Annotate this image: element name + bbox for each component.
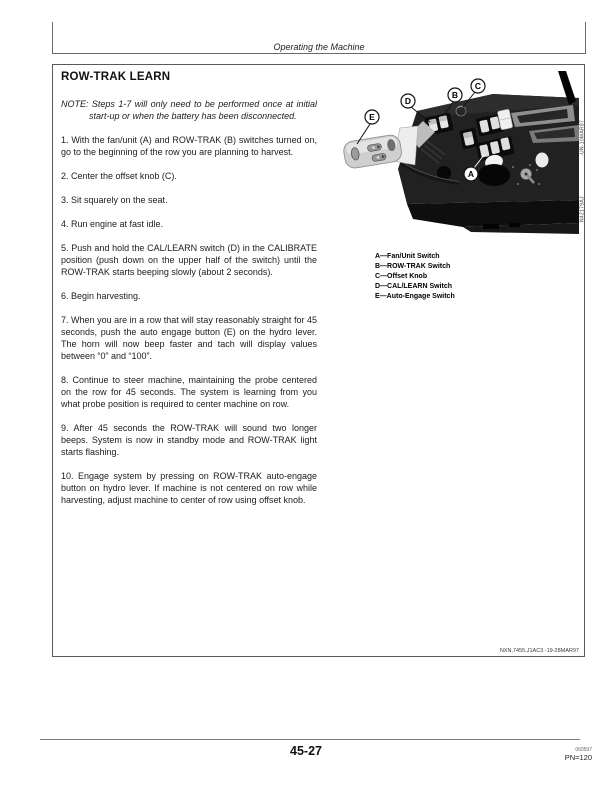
legend-item-a: A—Fan/Unit Switch <box>375 253 440 260</box>
photo-ref: -UN-10MAR97 <box>579 119 585 156</box>
step-2: 2. Center the offset knob (C). <box>61 171 177 181</box>
step-10: 10. Engage system by pressing on ROW-TRAK auto-engage button on hydro lever. If machine is not centered on row while harvesting, adjust machine to center of row using offset knob. <box>61 471 317 505</box>
svg-text:E: E <box>369 112 375 123</box>
legend-item-b: B—ROW-TRAK Switch <box>375 263 451 270</box>
section-title: ROW-TRAK LEARN <box>61 71 171 83</box>
step-9: 9. After 45 seconds the ROW-TRAK will sound two longer beeps. System is now in standby mode and ROW-TRAK light starts flashing. <box>61 423 317 457</box>
content-box <box>52 64 585 657</box>
step-8: 8. Continue to steer machine, maintaining the probe centered on the row for 45 seconds. The system is learning from you what probe position is required to center machine on row. <box>61 375 317 409</box>
legend-item-e: E—Auto-Engage Switch <box>375 293 455 300</box>
step-1: 1. With the fan/unit (A) and ROW-TRAK (B) switches turned on, go to the beginning of the row you are planning to harvest. <box>61 135 317 157</box>
doc-ref: NXN,7455,J1AC3 -19-28MAR97 <box>499 648 579 654</box>
svg-text:C: C <box>474 81 482 92</box>
step-3: 3. Sit squarely on the seat. <box>61 195 168 205</box>
step-6: 6. Begin harvesting. <box>61 291 141 301</box>
legend-item-c: C—Offset Knob <box>375 273 428 280</box>
legend-item-d: D—CAL/LEARN Switch <box>375 283 452 290</box>
callout-e <box>365 110 379 124</box>
callout-c <box>471 79 485 93</box>
header-title: Operating the Machine <box>273 42 365 52</box>
callout-a <box>464 167 478 181</box>
offset-knob <box>456 106 466 116</box>
step-5: 5. Push and hold the CAL/LEARN switch (D) in the CALIBRATE position (push down on the upper half of the switch) until the ROW-TRAK starts beeping slowly (about 2 seconds). <box>61 243 317 277</box>
svg-text:A: A <box>467 169 475 180</box>
svg-text:B: B <box>451 90 459 101</box>
footer-right <box>565 747 592 762</box>
photo-id: N42179AJ <box>579 196 585 222</box>
svg-text:D: D <box>404 96 412 107</box>
text-column <box>61 98 317 506</box>
print-code: 060597 <box>575 747 592 753</box>
footer-rule <box>40 739 580 740</box>
callout-b <box>448 88 462 102</box>
note-label: NOTE: <box>61 99 89 109</box>
white-knob <box>536 153 549 168</box>
callout-d <box>401 94 415 108</box>
pn-code: PN=120 <box>564 753 592 762</box>
step-4: 4. Run engine at fast idle. <box>61 219 164 229</box>
page-number: 45-27 <box>290 744 322 758</box>
console-photo-figure <box>343 71 585 241</box>
note-paragraph <box>61 98 317 122</box>
page-header <box>52 22 586 54</box>
step-7: 7. When you are in a row that will stay reasonably straight for 45 seconds, push the auto engage button (E) on the hydro lever. The horn will now beep faster and tach will display values between “0” and “100”. <box>61 315 317 361</box>
note-text: Steps 1-7 will only need to be performed once at initial start-up or when the battery has been disconnected. <box>89 99 317 121</box>
figure-legend <box>375 252 455 302</box>
